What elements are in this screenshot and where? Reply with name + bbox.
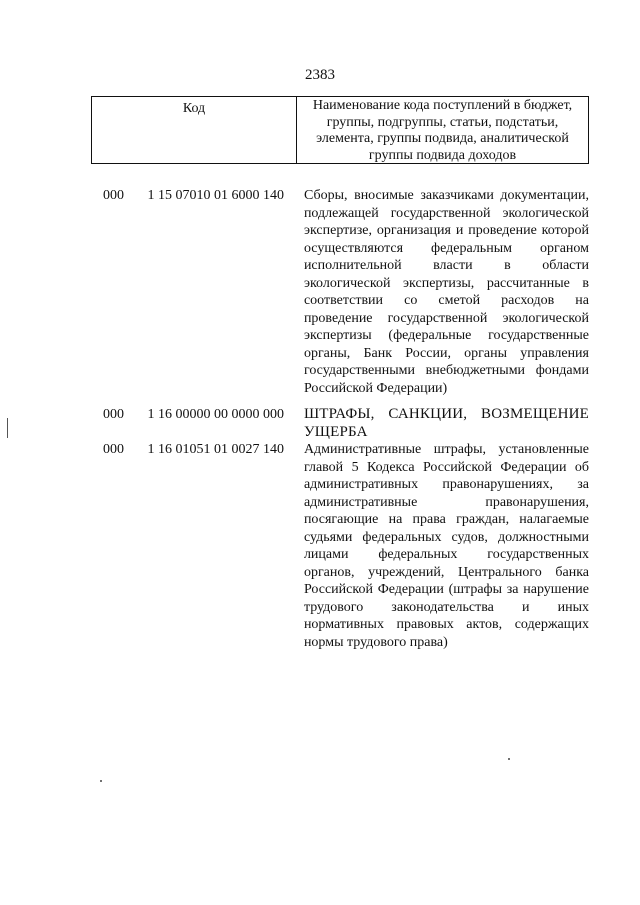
scan-speck	[508, 758, 510, 760]
table-row	[91, 406, 589, 441]
header-name-label: Наименование кода поступлений в бюджет, группы, подгруппы, статьи, подстатьи, элемента, группы подвида, аналитической группы подвида доходов	[312, 98, 573, 163]
row-admin-code: 000	[103, 442, 124, 457]
row-income-code: 1 16 01051 01 0027 140	[147, 442, 285, 457]
scan-margin-mark	[7, 418, 8, 438]
table-row	[91, 187, 589, 397]
row-description: ШТРАФЫ, САНКЦИИ, ВОЗМЕЩЕНИЕ УЩЕРБА	[303, 406, 589, 440]
row-admin-code: 000	[103, 188, 124, 203]
header-code-label: Код	[92, 97, 297, 163]
scan-speck	[100, 780, 102, 782]
row-description: Административные штрафы, установленные главой 5 Кодекса Российской Федерации об административных правонарушениях, за административные правонарушения, посягающие на права граждан, налагаемые судьями федеральных судов, должностными лицами федеральных государственных органов, учреждений, Центрального банка Российской Федерации (штрафы за нарушение трудового законодательства и иных нормативных правовых актов, содержащих нормы трудового права)	[303, 442, 589, 650]
row-income-code: 1 15 07010 01 6000 140	[147, 188, 285, 203]
table-row	[91, 441, 589, 651]
page-number: 2383	[305, 67, 335, 83]
row-income-code: 1 16 00000 00 0000 000	[147, 407, 285, 422]
row-admin-code: 000	[103, 407, 124, 422]
table-header	[91, 96, 589, 164]
row-description: Сборы, вносимые заказчиками документации, подлежащей государственной экологической экспертизе, организация и проведение которой осуществляются федеральным органом исполнительной власти в области экологической экспертизы, рассчитанные в соответствии со сметой расходов на проведение государственной экологической экспертизы (федеральные государственные органы, Банк России, органы управления государственными внебюджетными фондами Российской Федерации)	[303, 188, 589, 396]
